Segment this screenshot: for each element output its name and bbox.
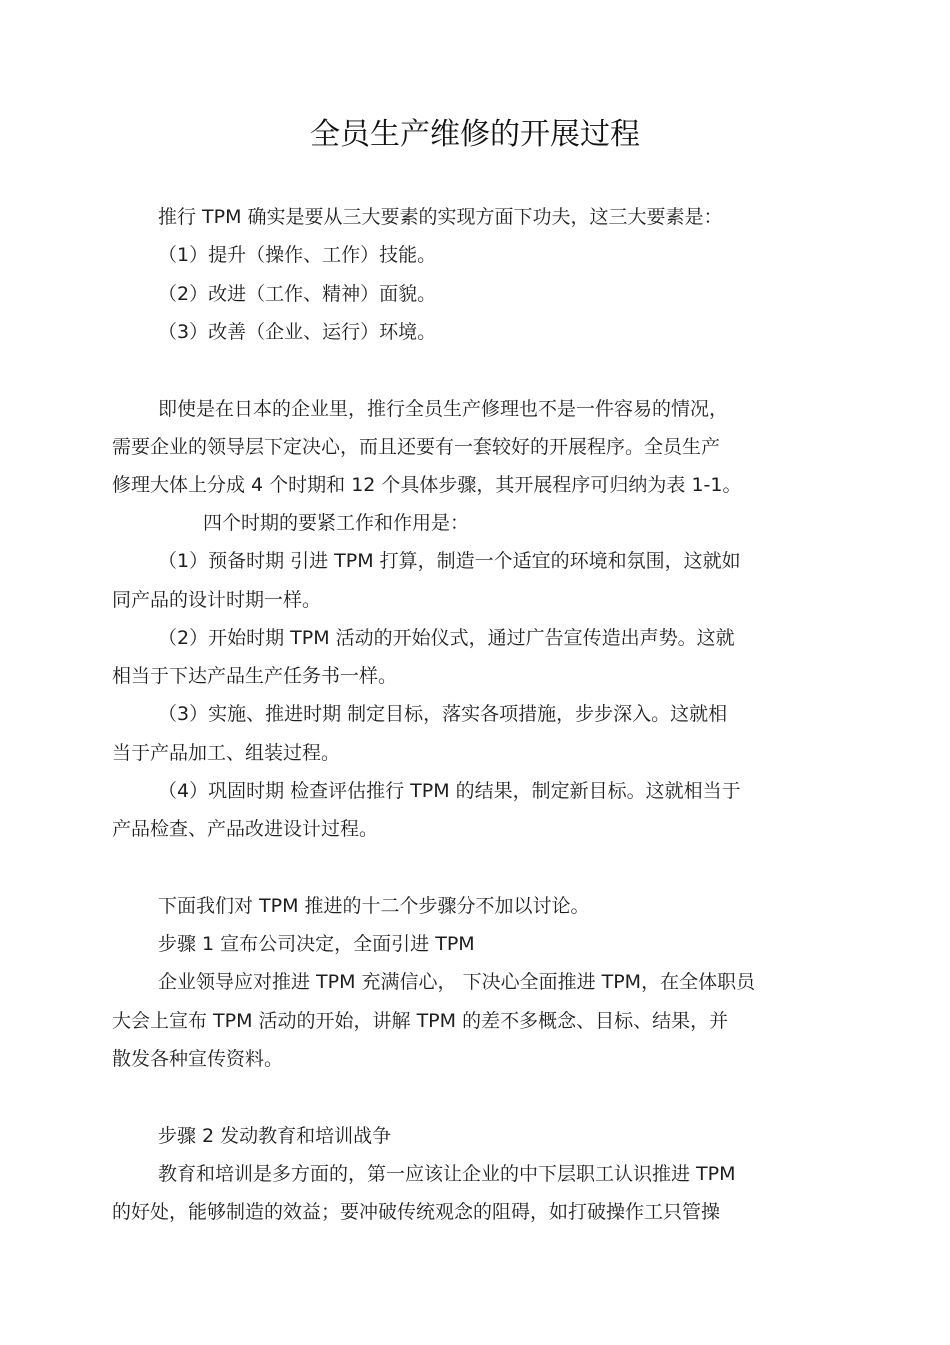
overview-line: 即使是在日本的企业里，推行全员生产修理也不是一件容易的情况，	[158, 398, 729, 420]
step2-line: 教育和培训是多方面的，第一应该让企业的中下层职工认识推进 TPM	[158, 1163, 736, 1185]
step2-line: 的好处，能够制造的效益；要冲破传统观念的阻碍，如打破操作工只管操	[112, 1201, 721, 1223]
steps-intro: 下面我们对 TPM 推进的十二个步骤分不加以讨论。	[158, 895, 590, 917]
phase-line: 同产品的设计时期一样。	[112, 589, 322, 611]
step1-line: 散发各种宣传资料。	[112, 1048, 284, 1070]
phase-line: （1）预备时期 引进 TPM 打算，制造一个适宜的环境和氛围，这就如	[158, 550, 741, 572]
phases-heading: 四个时期的要紧工作和作用是：	[203, 512, 470, 534]
step1-heading: 步骤 1 宣布公司决定，全面引进 TPM	[158, 933, 475, 955]
page-title: 全员生产维修的开展过程	[310, 117, 640, 152]
intro-item: （2）改进（工作、精神）面貌。	[158, 283, 437, 305]
phase-line: （3）实施、推进时期 制定目标，落实各项措施，步步深入。这就相	[158, 703, 728, 725]
intro-lead: 推行 TPM 确实是要从三大要素的实现方面下功夫，这三大要素是：	[158, 206, 723, 228]
phase-line: 相当于下达产品生产任务书一样。	[112, 665, 398, 687]
step1-line: 企业领导应对推进 TPM 充满信心， 下决心全面推进 TPM，在全体职员	[158, 971, 756, 993]
intro-item: （3）改善（企业、运行）环境。	[158, 321, 437, 343]
step1-line: 大会上宣布 TPM 活动的开始，讲解 TPM 的差不多概念、目标、结果，并	[112, 1010, 729, 1032]
phase-line: （2）开始时期 TPM 活动的开始仪式，通过广告宣传造出声势。这就	[158, 627, 735, 649]
phase-line: 产品检查、产品改进设计过程。	[112, 818, 379, 840]
overview-line: 修理大体上分成 4 个时期和 12 个具体步骤，其开展程序可归纳为表 1-1。	[112, 474, 742, 496]
phase-line: 当于产品加工、组装过程。	[112, 742, 341, 764]
phase-line: （4）巩固时期 检查评估推行 TPM 的结果，制定新目标。这就相当于	[158, 780, 741, 802]
step2-heading: 步骤 2 发动教育和培训战争	[158, 1125, 392, 1147]
intro-item: （1）提升（操作、工作）技能。	[158, 244, 437, 266]
overview-line: 需要企业的领导层下定决心，而且还要有一套较好的开展程序。全员生产	[112, 436, 721, 458]
